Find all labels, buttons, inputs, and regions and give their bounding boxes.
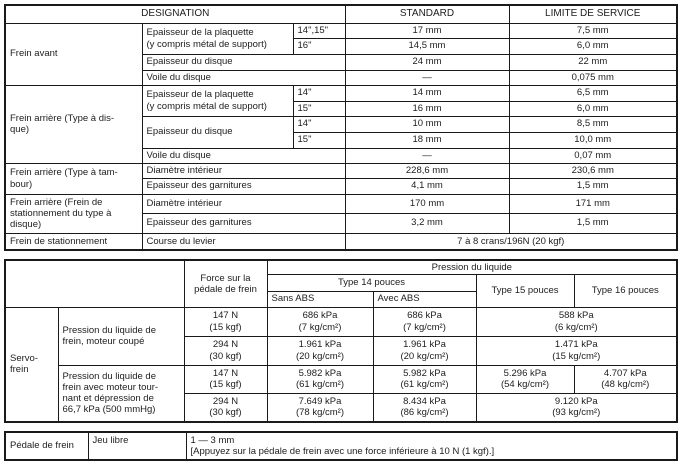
table-row — [5, 85, 677, 101]
text-line: (78 kg/cm²) — [295, 407, 345, 419]
text-line: nant et dépression de — [62, 393, 154, 405]
value-standard: — — [345, 70, 509, 85]
table-row — [5, 194, 677, 213]
value-standard: 228,6 mm — [345, 163, 509, 178]
value-force — [184, 336, 267, 365]
text-line: 1.961 kPa — [403, 339, 446, 351]
value-standard: 3,2 mm — [345, 213, 509, 233]
text-line: 294 N — [212, 339, 239, 351]
text-line: 9.120 kPa — [554, 396, 598, 408]
value-standard: 24 mm — [345, 54, 509, 70]
value-standard: 18 mm — [345, 132, 509, 148]
label-epaisseur-garnitures: Epaisseur des garnitures — [142, 213, 345, 233]
text-line: 686 kPa — [302, 310, 338, 322]
value-limite: 6,0 mm — [509, 101, 677, 116]
desc-moteur-coupe — [58, 307, 184, 365]
table-row — [5, 307, 677, 336]
text-line: Frein arrière (Frein de — [10, 196, 103, 208]
label-epaisseur-disque: Epaisseur du disque — [142, 116, 293, 148]
value-standard: 14 mm — [345, 85, 509, 101]
value-sans-abs — [267, 336, 373, 365]
text-line: Frein arrière (Type à dis- — [10, 112, 115, 124]
text-line: (30 kgf) — [209, 407, 242, 419]
value-standard: 14,5 mm — [345, 38, 509, 54]
text-line: 686 kPa — [407, 310, 442, 322]
text-line: (61 kg/cm²) — [400, 379, 449, 390]
table-row — [5, 163, 677, 178]
header-type-16-pouces: Type 16 pouces — [574, 274, 677, 307]
text-line: (93 kg/cm²) — [552, 407, 601, 419]
text-line: [Appuyez sur la pédale de frein avec une force inférieure à 10 N (1 kgf).] — [190, 446, 495, 457]
text-line: 1.961 kPa — [298, 339, 342, 351]
text-line: Pression du liquide de — [62, 324, 156, 336]
text-line: 5.982 kPa — [403, 367, 446, 379]
value-standard: 16 mm — [345, 101, 509, 116]
label-voile-disque: Voile du disque — [142, 148, 345, 163]
table-row — [5, 260, 677, 274]
text-line: (7 kg/cm²) — [403, 321, 446, 333]
size-14-15: 14",15" — [293, 23, 345, 38]
text-line: (15 kg/cm²) — [552, 350, 601, 362]
text-line: pédale de frein — [194, 283, 257, 295]
text-line: stationnement du type à — [10, 207, 112, 219]
label-epaisseur-plaquette — [142, 85, 293, 116]
value-force — [184, 365, 267, 393]
text-line: disque) — [10, 219, 42, 231]
value-limite: 6,0 mm — [509, 38, 677, 54]
text-line: Epaisseur de la plaquette — [146, 27, 254, 39]
size-14: 14" — [293, 116, 345, 132]
text-line: frein, moteur coupé — [62, 336, 145, 347]
label-voile-disque: Voile du disque — [142, 70, 345, 85]
text-line: 1 — 3 mm — [190, 434, 235, 446]
value-standard: 4,1 mm — [345, 178, 509, 194]
text-line: (20 kg/cm²) — [400, 350, 449, 362]
value-limite: 7,5 mm — [509, 23, 677, 38]
header-sans-abs: Sans ABS — [267, 291, 373, 307]
value-avec-abs — [373, 307, 476, 336]
text-line: Pression du liquide de — [62, 370, 156, 382]
table-row — [5, 5, 677, 23]
header-standard: STANDARD — [345, 5, 509, 23]
text-line: 4.707 kPa — [603, 367, 647, 379]
text-line: 1.471 kPa — [554, 339, 598, 351]
value-limite: 1,5 mm — [509, 213, 677, 233]
text-line: 588 kPa — [558, 310, 594, 322]
value-limite: 10,0 mm — [509, 132, 677, 148]
value-type-16 — [574, 365, 677, 393]
text-line: frein avec moteur tour- — [62, 382, 159, 394]
header-empty-cell — [5, 260, 184, 307]
text-line: 7.649 kPa — [298, 396, 342, 408]
label-epaisseur-plaquette — [142, 23, 293, 54]
value-avec-abs — [373, 365, 476, 393]
text-line: Servo- — [10, 353, 38, 365]
pedale-de-frein-table — [4, 431, 678, 461]
label-diametre-interieur: Diamètre intérieur — [142, 163, 345, 178]
size-15: 15" — [293, 132, 345, 148]
label-epaisseur-disque: Epaisseur du disque — [142, 54, 345, 70]
text-line: (61 kg/cm²) — [295, 379, 345, 390]
text-line: (30 kgf) — [209, 350, 242, 362]
value-standard: 10 mm — [345, 116, 509, 132]
category-frein-arriere-disque — [5, 85, 142, 163]
header-pression-du-liquide: Pression du liquide — [267, 260, 677, 274]
value-standard: — — [345, 148, 509, 163]
text-line: 294 N — [212, 396, 239, 408]
category-frein-arriere-tambour — [5, 163, 142, 194]
value-limite: 171 mm — [509, 194, 677, 213]
value-limite: 0,075 mm — [509, 70, 677, 85]
text-line: (15 kgf) — [209, 379, 242, 390]
brake-specs-table — [4, 4, 678, 251]
text-line: (15 kgf) — [209, 321, 242, 333]
value-sans-abs — [267, 307, 373, 336]
text-line: 5.296 kPa — [503, 367, 547, 379]
value-limite: 230,6 mm — [509, 163, 677, 178]
value-limite: 1,5 mm — [509, 178, 677, 194]
header-force-pedale — [184, 260, 267, 307]
table-row — [5, 432, 677, 460]
text-line: (6 kg/cm²) — [554, 321, 598, 333]
text-line: (86 kg/cm²) — [400, 407, 449, 419]
text-line: bour) — [10, 178, 33, 190]
value-avec-abs — [373, 393, 476, 422]
servo-frein-table — [4, 259, 678, 423]
label-course-du-levier: Course du levier — [142, 233, 345, 250]
value-limite: 22 mm — [509, 54, 677, 70]
text-line: (7 kg/cm²) — [298, 321, 342, 333]
value-limite: 6,5 mm — [509, 85, 677, 101]
text-line: Frein arrière (Type à tam- — [10, 167, 118, 179]
label-diametre-interieur: Diamètre intérieur — [142, 194, 345, 213]
text-line: 5.982 kPa — [298, 367, 342, 379]
value-force — [184, 307, 267, 336]
value-course-levier: 7 à 8 crans/196N (20 kgf) — [345, 233, 677, 250]
header-avec-abs: Avec ABS — [373, 291, 476, 307]
value-sans-abs — [267, 365, 373, 393]
value-limite: 0,07 mm — [509, 148, 677, 163]
text-line: (48 kg/cm²) — [601, 379, 650, 390]
desc-moteur-tournant — [58, 365, 184, 422]
size-16: 16" — [293, 38, 345, 54]
header-designation: DESIGNATION — [5, 5, 345, 23]
text-line: frein — [10, 364, 29, 376]
value-sans-abs — [267, 393, 373, 422]
category-frein-arriere-stationnement — [5, 194, 142, 233]
value-type-15-16 — [476, 336, 677, 365]
text-line: (20 kg/cm²) — [295, 350, 345, 362]
header-type-15-pouces: Type 15 pouces — [476, 274, 574, 307]
text-line: 8.434 kPa — [403, 396, 446, 408]
value-type-15-16 — [476, 307, 677, 336]
value-limite: 8,5 mm — [509, 116, 677, 132]
value-type-15 — [476, 365, 574, 393]
value-force — [184, 393, 267, 422]
category-pedale-de-frein: Pédale de frein — [5, 432, 88, 460]
header-limite-de-service: LIMITE DE SERVICE — [509, 5, 677, 23]
table-row — [5, 233, 677, 250]
label-epaisseur-garnitures: Epaisseur des garnitures — [142, 178, 345, 194]
category-servo-frein — [5, 307, 58, 422]
category-frein-de-stationnement: Frein de stationnement — [5, 233, 142, 250]
header-type-14-pouces: Type 14 pouces — [267, 274, 476, 291]
category-frein-avant: Frein avant — [5, 23, 142, 85]
value-standard: 170 mm — [345, 194, 509, 213]
table-row — [5, 365, 677, 393]
value-standard: 17 mm — [345, 23, 509, 38]
size-15: 15" — [293, 101, 345, 116]
table-row — [5, 23, 677, 38]
text-line: Epaisseur de la plaquette — [146, 89, 254, 101]
text-line: (54 kg/cm²) — [500, 379, 550, 390]
text-line: Force sur la — [200, 272, 251, 284]
size-14: 14" — [293, 85, 345, 101]
text-line: que) — [10, 124, 30, 135]
value-jeu-libre — [186, 432, 677, 460]
text-line: (y compris métal de support) — [146, 38, 267, 50]
text-line: 147 N — [212, 367, 239, 379]
value-avec-abs — [373, 336, 476, 365]
text-line: 147 N — [212, 310, 239, 322]
text-line: (y compris métal de support) — [146, 100, 267, 112]
label-jeu-libre: Jeu libre — [88, 432, 186, 460]
value-type-15-16 — [476, 393, 677, 422]
text-line: 66,7 kPa (500 mmHg) — [62, 404, 156, 416]
